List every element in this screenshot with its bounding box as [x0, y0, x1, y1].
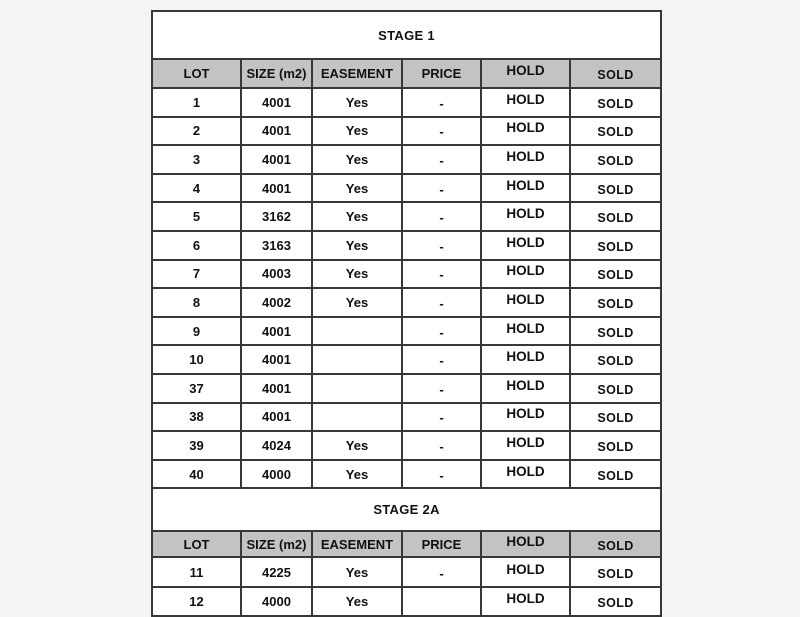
column-header-hold: [481, 531, 570, 557]
cell-value: -: [439, 438, 444, 454]
cell-value: SOLD: [597, 268, 634, 283]
cell-value: HOLD: [506, 377, 545, 393]
stage-title-row: [152, 488, 661, 531]
cell-value: 3163: [262, 237, 291, 253]
cell-sold: [570, 317, 661, 346]
cell-lot: [152, 260, 241, 289]
cell-hold: [481, 374, 570, 403]
cell-value: 37: [189, 380, 204, 396]
cell-value: Yes: [345, 266, 369, 282]
cell-value: Yes: [345, 94, 369, 110]
cell-price: [402, 345, 481, 374]
cell-value: 4000: [262, 594, 291, 610]
cell-value: -: [439, 295, 444, 311]
column-header-label: SOLD: [597, 68, 634, 82]
cell-value: -: [439, 565, 444, 581]
cell-value: SOLD: [597, 382, 634, 397]
cell-value: 4001: [262, 151, 291, 167]
cell-value: 4001: [262, 180, 291, 196]
cell-value: -: [439, 381, 444, 397]
cell-lot: [152, 431, 241, 460]
cell-size: [241, 288, 312, 317]
cell-size: [241, 460, 312, 489]
cell-hold: [481, 317, 570, 346]
cell-price: [402, 174, 481, 203]
table-row: [152, 587, 661, 617]
table-row: [152, 403, 661, 432]
stage-title-row: [152, 11, 661, 59]
cell-value: HOLD: [506, 320, 545, 336]
table-row: [152, 317, 661, 346]
cell-easement: [312, 460, 402, 489]
cell-hold: [481, 587, 570, 617]
cell-value: -: [439, 124, 444, 140]
cell-lot: [152, 202, 241, 231]
cell-lot: [152, 403, 241, 432]
cell-price: [402, 587, 481, 617]
cell-lot: [152, 117, 241, 146]
stage-title: STAGE 2A: [152, 488, 661, 531]
cell-value: 10: [189, 352, 204, 368]
cell-value: 11: [189, 564, 204, 580]
cell-size: [241, 260, 312, 289]
cell-size: [241, 431, 312, 460]
column-header-row: [152, 531, 661, 557]
cell-easement: [312, 145, 402, 174]
cell-easement: [312, 403, 402, 432]
column-header-label: LOT: [183, 536, 210, 552]
cell-hold: [481, 202, 570, 231]
cell-value: 4001: [262, 409, 291, 425]
cell-price: [402, 260, 481, 289]
cell-sold: [570, 460, 661, 489]
cell-easement: [312, 288, 402, 317]
table-row: [152, 117, 661, 146]
cell-lot: [152, 88, 241, 117]
cell-value: SOLD: [597, 325, 634, 340]
cell-price: [402, 145, 481, 174]
column-header-size: [241, 59, 312, 88]
cell-value: 4001: [262, 323, 291, 339]
cell-value: Yes: [345, 294, 369, 310]
cell-value: 12: [189, 594, 204, 610]
cell-easement: [312, 231, 402, 260]
cell-value: HOLD: [506, 349, 545, 365]
cell-size: [241, 145, 312, 174]
table-row: [152, 288, 661, 317]
cell-value: Yes: [345, 180, 369, 196]
column-header-label: EASEMENT: [320, 66, 394, 81]
cell-value: 7: [192, 266, 201, 282]
lot-table: [151, 10, 662, 617]
column-header-sold: [570, 531, 661, 557]
table-row: [152, 260, 661, 289]
table-row: [152, 345, 661, 374]
column-header-label: SIZE (m2): [246, 536, 307, 552]
cell-hold: [481, 557, 570, 587]
cell-size: [241, 202, 312, 231]
table-row: [152, 460, 661, 489]
column-header-label: HOLD: [506, 63, 545, 78]
cell-price: [402, 460, 481, 489]
cell-size: [241, 345, 312, 374]
cell-hold: [481, 231, 570, 260]
cell-value: 9: [192, 323, 201, 339]
cell-hold: [481, 145, 570, 174]
cell-lot: [152, 345, 241, 374]
cell-price: [402, 403, 481, 432]
cell-value: 3162: [262, 209, 291, 225]
stage-title: STAGE 1: [152, 11, 661, 59]
cell-size: [241, 231, 312, 260]
cell-value: HOLD: [506, 263, 545, 279]
column-header-label: SOLD: [597, 538, 634, 553]
table-row: [152, 557, 661, 587]
cell-lot: [152, 374, 241, 403]
cell-value: HOLD: [506, 591, 545, 607]
cell-value: HOLD: [506, 206, 545, 222]
cell-easement: [312, 345, 402, 374]
column-header-hold: [481, 59, 570, 88]
cell-value: HOLD: [506, 120, 545, 136]
cell-lot: [152, 460, 241, 489]
table-row: [152, 174, 661, 203]
cell-hold: [481, 460, 570, 489]
cell-value: -: [439, 467, 444, 483]
cell-hold: [481, 288, 570, 317]
cell-hold: [481, 174, 570, 203]
cell-sold: [570, 231, 661, 260]
table-row: [152, 145, 661, 174]
cell-value: SOLD: [597, 96, 634, 111]
cell-value: SOLD: [597, 566, 634, 581]
table-row: [152, 88, 661, 117]
cell-value: SOLD: [597, 296, 634, 311]
cell-size: [241, 587, 312, 617]
cell-hold: [481, 431, 570, 460]
cell-value: SOLD: [597, 125, 634, 140]
column-header-lot: [152, 531, 241, 557]
column-header-sold: [570, 59, 661, 88]
cell-value: 4003: [262, 266, 291, 282]
cell-hold: [481, 88, 570, 117]
cell-value: Yes: [345, 564, 369, 580]
cell-sold: [570, 288, 661, 317]
cell-price: [402, 431, 481, 460]
cell-hold: [481, 117, 570, 146]
cell-hold: [481, 260, 570, 289]
cell-value: 4001: [262, 380, 291, 396]
column-header-label: PRICE: [421, 536, 462, 552]
column-header-label: EASEMENT: [320, 536, 394, 552]
cell-easement: [312, 374, 402, 403]
cell-easement: [312, 260, 402, 289]
cell-value: SOLD: [597, 211, 634, 226]
cell-value: -: [439, 95, 444, 111]
cell-value: SOLD: [597, 468, 634, 483]
column-header-lot: [152, 59, 241, 88]
cell-value: 4002: [262, 294, 291, 310]
cell-sold: [570, 403, 661, 432]
cell-sold: [570, 557, 661, 587]
cell-easement: [312, 587, 402, 617]
cell-value: 4001: [262, 94, 291, 110]
column-header-row: [152, 59, 661, 88]
cell-price: [402, 288, 481, 317]
cell-lot: [152, 587, 241, 617]
cell-value: SOLD: [597, 354, 634, 369]
column-header-label: SIZE (m2): [246, 66, 307, 81]
cell-value: 39: [189, 437, 204, 453]
cell-value: -: [439, 353, 444, 369]
cell-value: HOLD: [506, 434, 545, 450]
cell-size: [241, 403, 312, 432]
cell-price: [402, 231, 481, 260]
table-row: [152, 431, 661, 460]
cell-sold: [570, 145, 661, 174]
cell-value: Yes: [345, 151, 369, 167]
cell-value: SOLD: [597, 182, 634, 197]
cell-easement: [312, 557, 402, 587]
cell-easement: [312, 202, 402, 231]
cell-price: [402, 557, 481, 587]
cell-value: -: [439, 181, 444, 197]
cell-sold: [570, 374, 661, 403]
column-header-price: [402, 59, 481, 88]
cell-value: HOLD: [506, 406, 545, 422]
cell-lot: [152, 317, 241, 346]
cell-size: [241, 88, 312, 117]
cell-sold: [570, 202, 661, 231]
cell-price: [402, 317, 481, 346]
cell-sold: [570, 117, 661, 146]
cell-value: -: [439, 267, 444, 283]
cell-price: [402, 88, 481, 117]
cell-sold: [570, 260, 661, 289]
cell-lot: [152, 145, 241, 174]
cell-price: [402, 374, 481, 403]
cell-value: HOLD: [506, 291, 545, 307]
cell-value: SOLD: [597, 153, 634, 168]
cell-value: 1: [192, 94, 201, 110]
cell-value: 4: [192, 180, 201, 196]
cell-value: -: [439, 324, 444, 340]
table-row: [152, 202, 661, 231]
table-row: [152, 374, 661, 403]
cell-sold: [570, 587, 661, 617]
cell-lot: [152, 288, 241, 317]
cell-value: SOLD: [597, 596, 634, 611]
cell-value: -: [439, 152, 444, 168]
cell-value: Yes: [345, 466, 369, 482]
column-header-label: PRICE: [421, 66, 462, 81]
cell-easement: [312, 88, 402, 117]
cell-hold: [481, 345, 570, 374]
cell-value: HOLD: [506, 177, 545, 193]
cell-value: Yes: [345, 437, 369, 453]
cell-value: 38: [189, 409, 204, 425]
cell-sold: [570, 174, 661, 203]
cell-easement: [312, 117, 402, 146]
cell-value: Yes: [345, 209, 369, 225]
cell-price: [402, 117, 481, 146]
cell-size: [241, 374, 312, 403]
cell-size: [241, 174, 312, 203]
column-header-label: LOT: [183, 66, 210, 81]
cell-easement: [312, 174, 402, 203]
cell-size: [241, 317, 312, 346]
cell-value: 4001: [262, 352, 291, 368]
cell-value: 6: [192, 237, 201, 253]
cell-value: -: [439, 410, 444, 426]
cell-value: -: [439, 210, 444, 226]
cell-value: 4000: [262, 466, 291, 482]
cell-value: HOLD: [506, 91, 545, 107]
cell-value: SOLD: [597, 239, 634, 254]
column-header-easement: [312, 531, 402, 557]
cell-hold: [481, 403, 570, 432]
cell-value: 5: [192, 209, 201, 225]
cell-value: 4001: [262, 123, 291, 139]
cell-size: [241, 557, 312, 587]
cell-easement: [312, 431, 402, 460]
cell-value: 4024: [262, 437, 291, 453]
cell-value: Yes: [345, 123, 369, 139]
table-row: [152, 231, 661, 260]
cell-value: HOLD: [506, 234, 545, 250]
cell-value: -: [439, 238, 444, 254]
cell-lot: [152, 231, 241, 260]
cell-value: 40: [189, 466, 204, 482]
cell-value: 8: [192, 294, 201, 310]
cell-value: SOLD: [597, 411, 634, 426]
column-header-easement: [312, 59, 402, 88]
cell-value: HOLD: [506, 561, 545, 577]
cell-sold: [570, 345, 661, 374]
cell-value: Yes: [345, 237, 369, 253]
cell-price: [402, 202, 481, 231]
cell-sold: [570, 431, 661, 460]
cell-lot: [152, 174, 241, 203]
cell-sold: [570, 88, 661, 117]
cell-size: [241, 117, 312, 146]
cell-value: 2: [192, 123, 201, 139]
column-header-label: HOLD: [506, 533, 545, 549]
cell-value: HOLD: [506, 463, 545, 479]
cell-easement: [312, 317, 402, 346]
cell-value: HOLD: [506, 148, 545, 164]
cell-value: SOLD: [597, 439, 634, 454]
cell-lot: [152, 557, 241, 587]
cell-value: 4225: [262, 564, 291, 580]
cell-value: 3: [192, 151, 201, 167]
column-header-size: [241, 531, 312, 557]
column-header-price: [402, 531, 481, 557]
cell-value: Yes: [345, 594, 369, 610]
